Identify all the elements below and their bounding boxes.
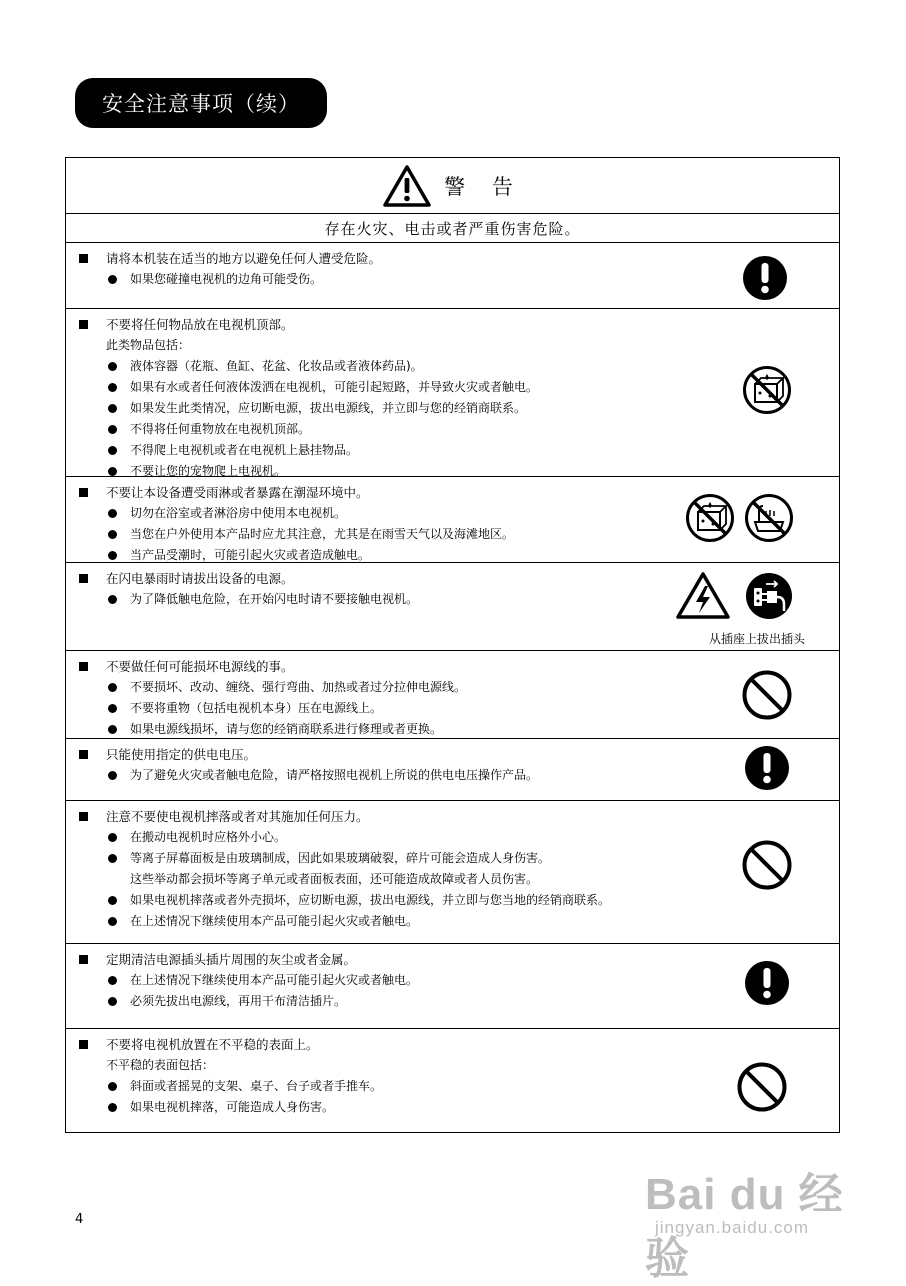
heading-text: 不要将电视机放置在不平稳的表面上。 — [106, 1037, 319, 1052]
bullet-item — [66, 827, 839, 848]
bullet-item — [66, 848, 839, 869]
item-text: 如果您碰撞电视机的边角可能受伤。 — [130, 272, 323, 286]
heading-text: 只能使用指定的供电电压。 — [106, 747, 257, 762]
item-text: 不平稳的表面包括： — [106, 1058, 215, 1072]
section-unstable-surface — [66, 1029, 839, 1135]
round-bullet — [108, 917, 117, 926]
heading-text: 注意不要使电视机摔落或者对其施加任何压力。 — [106, 809, 369, 824]
item-text: 不要让您的宠物爬上电视机。 — [130, 464, 287, 478]
round-bullet — [108, 704, 117, 713]
exclamation-icon — [744, 960, 790, 1006]
round-bullet — [108, 467, 117, 476]
prohibition-icon — [736, 1061, 788, 1113]
bullet-item — [66, 911, 839, 932]
page-number: 4 — [75, 1212, 84, 1227]
high-voltage-icon — [675, 571, 731, 621]
item-text: 当产品受潮时，可能引起火灾或者造成触电。 — [130, 548, 371, 562]
section-heading — [66, 806, 839, 827]
section-heading — [66, 314, 839, 335]
page-title: 安全注意事项（续） — [75, 78, 327, 128]
section-lightning — [66, 563, 839, 651]
warning-table — [65, 157, 840, 1133]
section-drop-pressure — [66, 801, 839, 944]
round-bullet — [108, 595, 117, 604]
bullet-item — [66, 719, 839, 740]
no-bath-icon — [744, 493, 794, 543]
bullet-item — [66, 269, 839, 290]
item-text: 在搬动电视机时应格外小心。 — [130, 830, 287, 844]
section-no-moisture — [66, 477, 839, 563]
section-heading — [66, 248, 839, 269]
heading-text: 请将本机装在适当的地方以避免任何人遭受危险。 — [106, 251, 382, 266]
section-power-cord — [66, 651, 839, 739]
round-bullet — [108, 854, 117, 863]
bullet-item — [66, 377, 839, 398]
item-text: 切勿在浴室或者淋浴房中使用本电视机。 — [130, 506, 347, 520]
section-safe-installation — [66, 243, 839, 309]
plain-item — [66, 1055, 839, 1076]
section-heading — [66, 1034, 839, 1055]
watermark-brand: Bai du 经验 — [645, 1170, 844, 1283]
item-text: 这些举动都会损坏等离子单元或者面板表面，还可能造成故障或者人员伤害。 — [130, 872, 539, 886]
square-bullet — [79, 254, 88, 263]
round-bullet — [108, 425, 117, 434]
round-bullet — [108, 446, 117, 455]
bullet-item — [66, 398, 839, 419]
item-text: 此类物品包括： — [106, 338, 191, 352]
no-liquid-icon — [742, 365, 792, 415]
exclamation-icon — [742, 255, 788, 301]
square-bullet — [79, 574, 88, 583]
danger-statement: 存在火灾、电击或者严重伤害危险。 — [66, 214, 839, 243]
watermark-url: jingyan.baidu.com — [655, 1218, 810, 1237]
warning-label: 警 告 — [444, 174, 523, 199]
bullet-item — [66, 1076, 839, 1097]
prohibition-icon — [741, 839, 793, 891]
round-bullet — [108, 1082, 117, 1091]
bullet-item — [66, 970, 839, 991]
square-bullet — [79, 955, 88, 964]
item-text: 必须先拔出电源线，再用干布清洁插片。 — [130, 994, 347, 1008]
item-text: 斜面或者摇晃的支架、桌子、台子或者手推车。 — [130, 1079, 383, 1093]
item-text: 液体容器（花瓶、鱼缸、花盆、化妆品或者液体药品)。 — [130, 359, 423, 373]
item-text: 当您在户外使用本产品时应尤其注意，尤其是在雨雪天气以及海滩地区。 — [130, 527, 515, 541]
item-text: 如果电源线损坏，请与您的经销商联系进行修理或者更换。 — [130, 722, 443, 736]
round-bullet — [108, 771, 117, 780]
item-text: 如果电视机摔落或者外壳损坏，应切断电源，拔出电源线，并立即与您当地的经销商联系。 — [130, 893, 611, 907]
square-bullet — [79, 1040, 88, 1049]
heading-text: 不要将任何物品放在电视机顶部。 — [106, 317, 294, 332]
item-text: 在上述情况下继续使用本产品可能引起火灾或者触电。 — [130, 914, 419, 928]
item-text: 在上述情况下继续使用本产品可能引起火灾或者触电。 — [130, 973, 419, 987]
heading-text: 不要做任何可能损坏电源线的事。 — [106, 659, 294, 674]
round-bullet — [108, 383, 117, 392]
item-text: 如果电视机摔落，可能造成人身伤害。 — [130, 1100, 335, 1114]
plain-item — [66, 335, 839, 356]
round-bullet — [108, 275, 117, 284]
round-bullet — [108, 362, 117, 371]
round-bullet — [108, 530, 117, 539]
bullet-item — [66, 677, 839, 698]
round-bullet — [108, 1103, 117, 1112]
square-bullet — [79, 488, 88, 497]
item-text: 不要将重物（包括电视机本身）压在电源线上。 — [130, 701, 383, 715]
bullet-item — [66, 991, 839, 1012]
round-bullet — [108, 896, 117, 905]
bullet-item — [66, 890, 839, 911]
square-bullet — [79, 750, 88, 759]
round-bullet — [108, 997, 117, 1006]
no-liquid-icon — [685, 493, 735, 543]
square-bullet — [79, 320, 88, 329]
bullet-item — [66, 356, 839, 377]
item-text: 不得爬上电视机或者在电视机上悬挂物品。 — [130, 443, 359, 457]
unplug-caption: 从插座上拔出插头 — [709, 632, 806, 646]
item-text: 为了避免火灾或者触电危险，请严格按照电视机上所说的供电电压操作产品。 — [130, 768, 539, 782]
bullet-item — [66, 698, 839, 719]
bullet-item — [66, 419, 839, 440]
section-nothing-on-top — [66, 309, 839, 477]
exclamation-icon — [744, 745, 790, 791]
section-heading — [66, 949, 839, 970]
item-text: 如果有水或者任何液体泼洒在电视机，可能引起短路，并导致火灾或者触电。 — [130, 380, 539, 394]
prohibition-icon — [741, 669, 793, 721]
round-bullet — [108, 551, 117, 560]
section-heading — [66, 656, 839, 677]
round-bullet — [108, 725, 117, 734]
item-text: 如果发生此类情况，应切断电源，拔出电源线，并立即与您的经销商联系。 — [130, 401, 527, 415]
round-bullet — [108, 509, 117, 518]
section-voltage — [66, 739, 839, 801]
item-text: 不要损坏、改动、缠绕、强行弯曲、加热或者过分拉伸电源线。 — [130, 680, 467, 694]
bullet-item — [66, 1097, 839, 1118]
heading-text: 定期清洁电源插头插片周围的灰尘或者金属。 — [106, 952, 357, 967]
baidu-watermark — [645, 1150, 855, 1283]
section-heading — [66, 744, 839, 765]
round-bullet — [108, 404, 117, 413]
heading-text: 在闪电暴雨时请拔出设备的电源。 — [106, 571, 294, 586]
item-text: 不得将任何重物放在电视机顶部。 — [130, 422, 311, 436]
section-clean-plug — [66, 944, 839, 1029]
square-bullet — [79, 812, 88, 821]
round-bullet — [108, 683, 117, 692]
square-bullet — [79, 662, 88, 671]
item-text: 等离子屏幕面板是由玻璃制成，因此如果玻璃破裂，碎片可能会造成人身伤害。 — [130, 851, 551, 865]
bullet-item — [66, 440, 839, 461]
unplug-icon — [744, 571, 794, 621]
heading-text: 不要让本设备遭受雨淋或者暴露在潮湿环境中。 — [106, 485, 369, 500]
round-bullet — [108, 976, 117, 985]
round-bullet — [108, 833, 117, 842]
warning-header — [66, 158, 839, 214]
item-text: 为了降低触电危险，在开始闪电时请不要接触电视机。 — [130, 592, 419, 606]
bullet-item — [66, 765, 839, 786]
continuation-item — [66, 869, 839, 890]
warning-triangle-icon — [382, 164, 432, 208]
